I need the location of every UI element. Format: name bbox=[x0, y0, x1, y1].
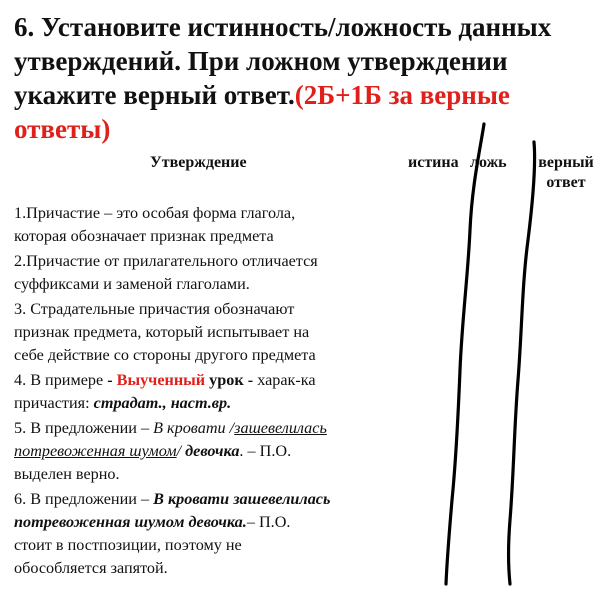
statement-4-characteristic: страдат., наст.вр. bbox=[93, 394, 232, 412]
statement-3-line-3: себе действие со стороны другого предмета bbox=[14, 346, 316, 364]
statement-4-participle: Выученный bbox=[116, 371, 206, 389]
statement-4-line-2-prefix: причастия: bbox=[14, 394, 94, 412]
hand-drawn-line-right bbox=[509, 142, 535, 584]
header-statement: Утверждение bbox=[150, 154, 247, 171]
statement-5-underlined-1: зашевелилась bbox=[234, 419, 327, 437]
statement-4-suffix: харак-ка bbox=[253, 371, 316, 389]
statement-5-underlined-2: потревоженная шумом bbox=[14, 442, 177, 460]
statement-6-prefix: 6. В предложении – bbox=[14, 490, 154, 508]
statement-5-line-3: выделен верно. bbox=[14, 465, 120, 483]
statement-5-rest: . – П.О. bbox=[239, 442, 292, 460]
statement-2-line-2: суффиксами и заменой глаголами. bbox=[14, 275, 250, 293]
header-answer-line-1: верный bbox=[538, 154, 594, 171]
statement-5-italic-1: В кровати / bbox=[153, 419, 235, 437]
statement-6-line-4: обособляется запятой. bbox=[14, 559, 168, 577]
statement-1-line-1: 1.Причастие – это особая форма глагола, bbox=[14, 204, 296, 222]
statement-6-sentence-1: В кровати зашевелилась bbox=[153, 490, 331, 508]
title-line-2: утверждений. При ложном утверждении bbox=[14, 46, 508, 76]
statement-6-rest: – П.О. bbox=[246, 513, 291, 531]
statement-6-line-3: стоит в постпозиции, поэтому не bbox=[14, 536, 242, 554]
statement-5-italic-2: / bbox=[176, 442, 186, 460]
statement-4-noun: урок - bbox=[205, 371, 254, 389]
statement-4-prefix: 4. В примере bbox=[14, 371, 108, 389]
title-line-1: 6. Установите истинность/ложность данных bbox=[14, 12, 552, 42]
title-instruction: укажите верный ответ. bbox=[14, 80, 295, 110]
statement-5-prefix: 5. В предложении – bbox=[14, 419, 154, 437]
statement-3-line-1: 3. Страдательные причастия обозначают bbox=[14, 300, 295, 318]
hand-drawn-line-left bbox=[446, 124, 484, 584]
statement-6-sentence-2: потревоженная шумом девочка. bbox=[14, 513, 247, 531]
header-true: истина bbox=[408, 154, 459, 171]
statement-2-line-1: 2.Причастие от прилагательного отличается bbox=[14, 252, 318, 270]
header-false: ложь bbox=[470, 154, 507, 171]
statement-1-line-2: которая обозначает признак предмета bbox=[14, 227, 274, 245]
title-line-4: ответы) bbox=[14, 114, 111, 144]
title-points: (2Б+1Б за верные bbox=[294, 80, 510, 110]
header-answer-line-2: ответ bbox=[546, 174, 586, 191]
statement-5-subject: девочка bbox=[185, 442, 240, 460]
statement-4-dash: - bbox=[107, 371, 117, 389]
statement-3-line-2: признак предмета, который испытывает на bbox=[14, 323, 310, 341]
